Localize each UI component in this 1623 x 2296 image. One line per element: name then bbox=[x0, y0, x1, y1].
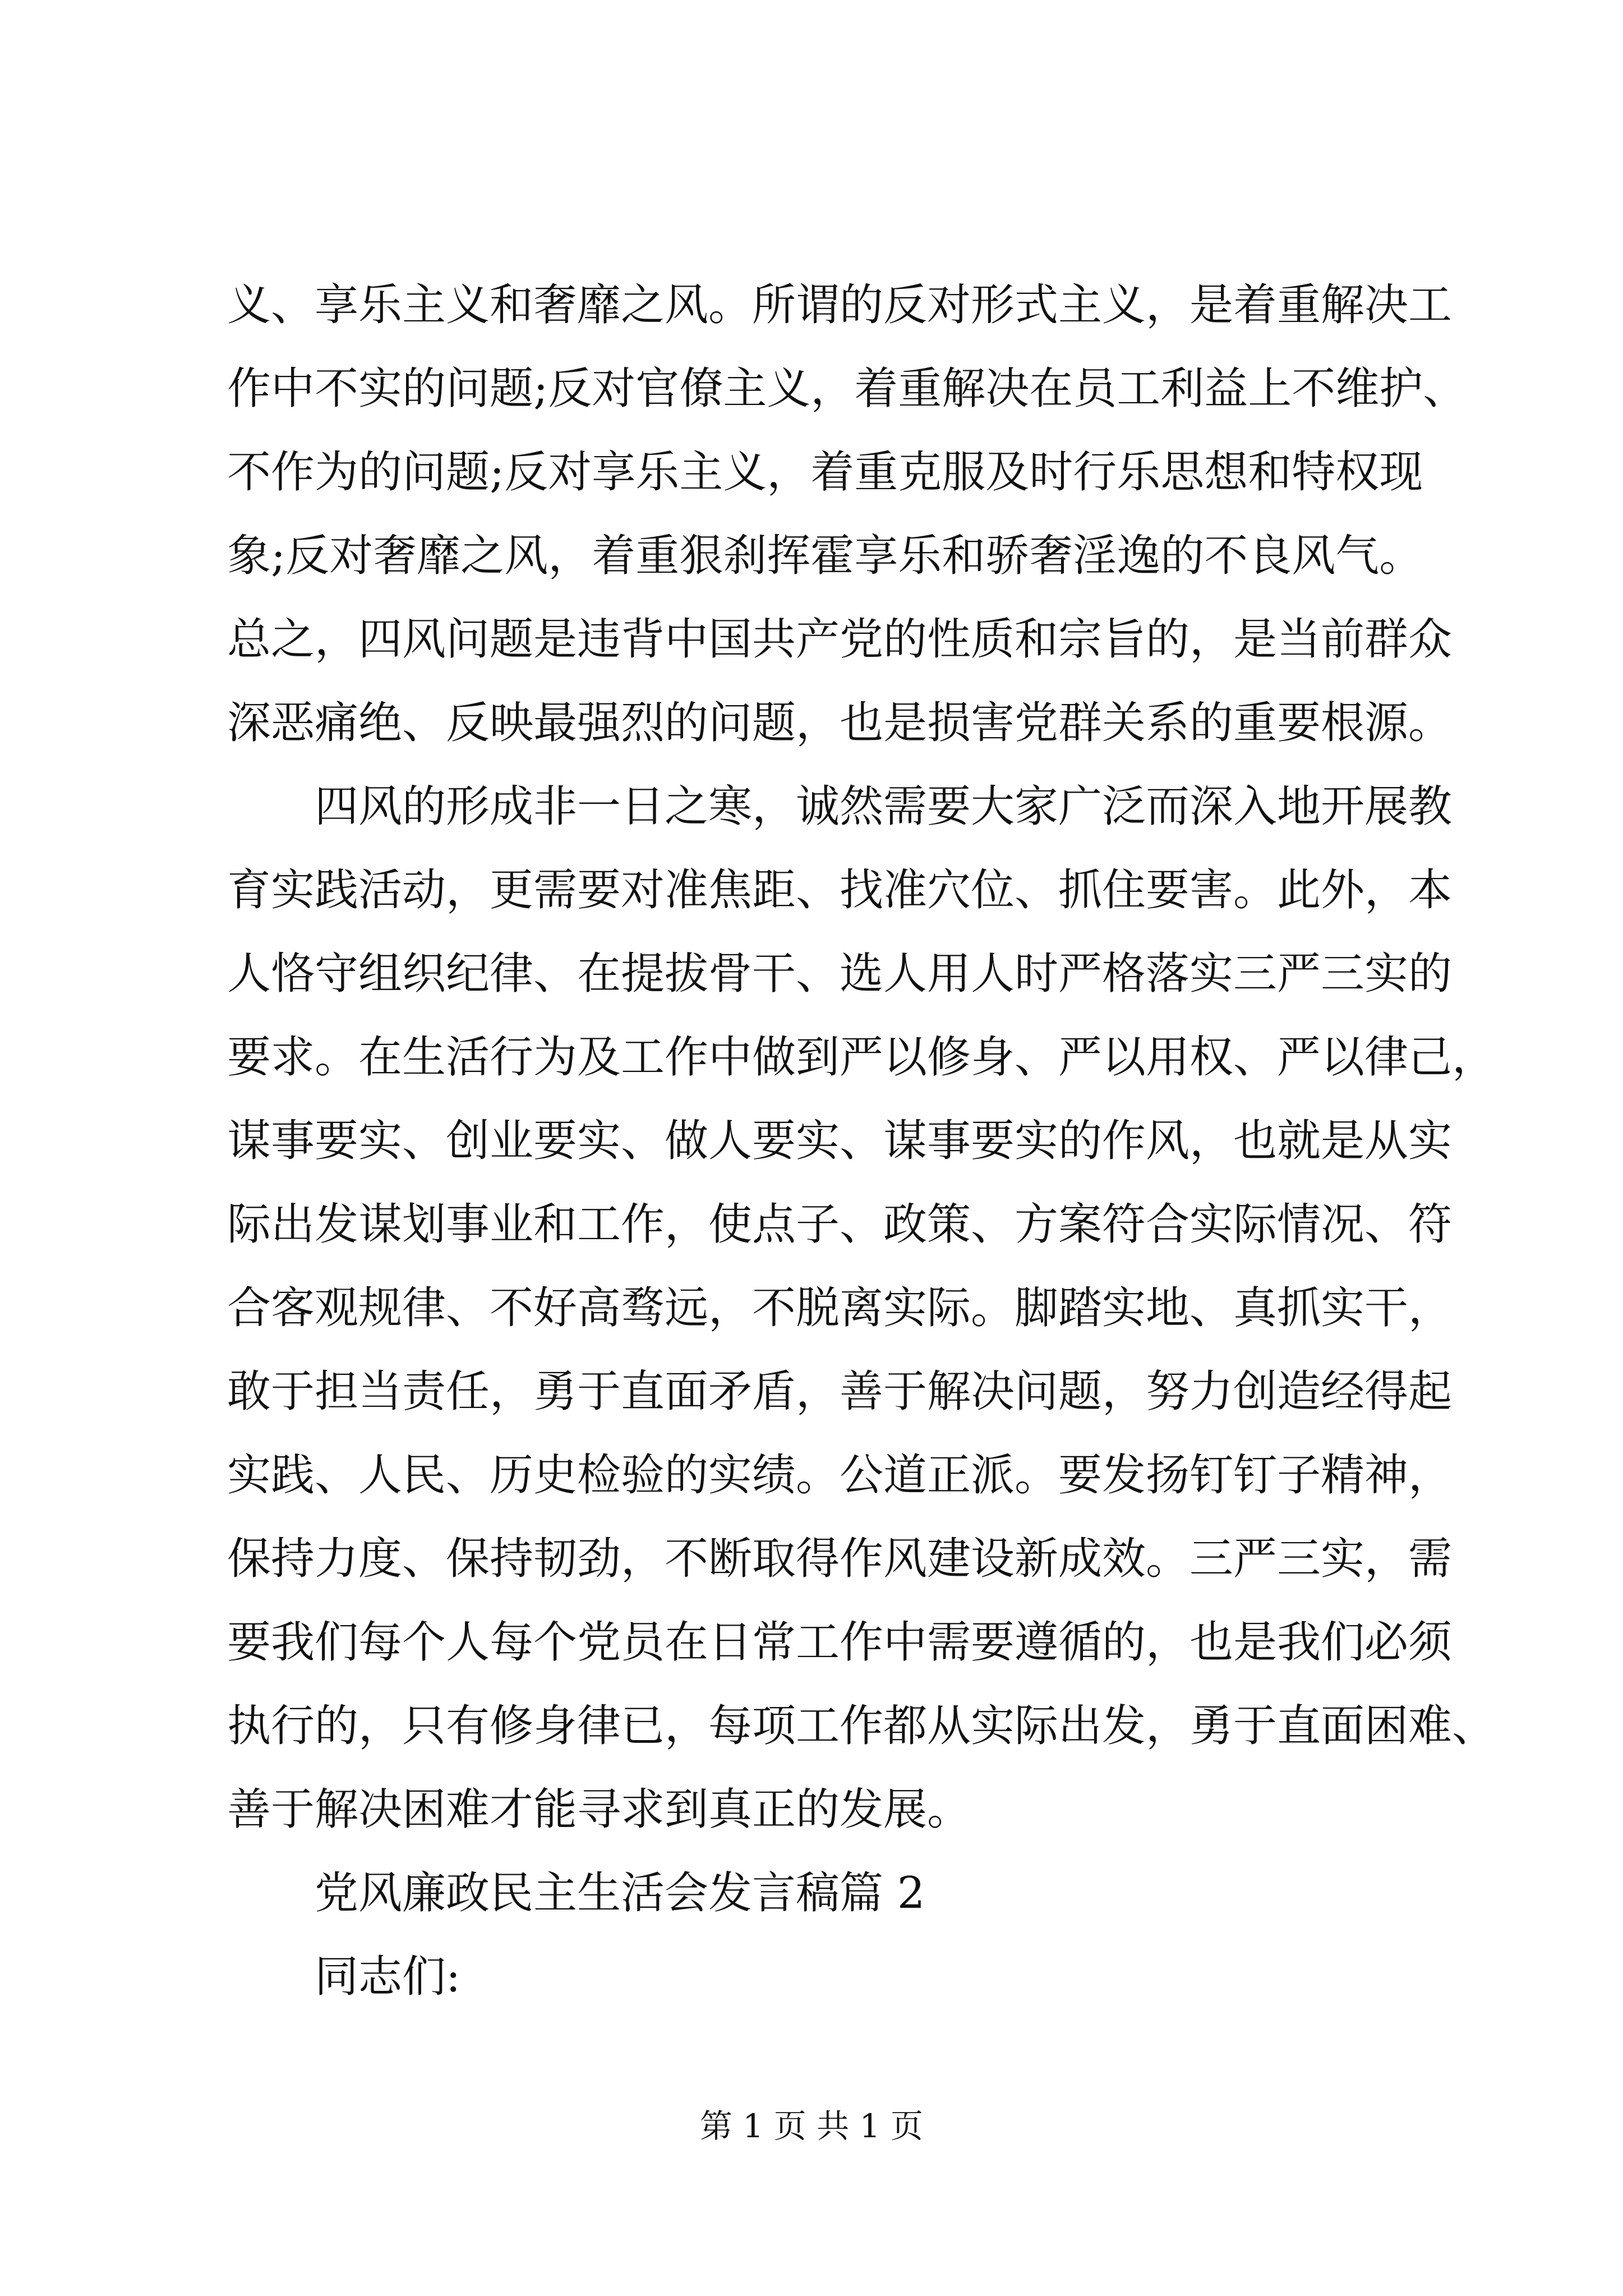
salutation: 同志们: bbox=[315, 1952, 461, 2002]
paragraph-line: 象;反对奢靡之风，着重狠刹挥霍享乐和骄奢淫逸的不良风气。 bbox=[227, 531, 1423, 581]
paragraph-line: 总之，四风问题是违背中国共产党的性质和宗旨的，是当前群众 bbox=[227, 614, 1453, 665]
paragraph-line: 作中不实的问题;反对官僚主义，着重解决在员工利益上不维护、 bbox=[227, 364, 1467, 414]
paragraph-line: 人恪守组织纪律、在提拔骨干、选人用人时严格落实三严三实的 bbox=[227, 949, 1453, 999]
paragraph-line: 合客观规律、不好高骛远，不脱离实际。脚踏实地、真抓实干， bbox=[227, 1283, 1453, 1333]
paragraph-line: 四风的形成非一日之寒，诚然需要大家广泛而深入地开展教 bbox=[315, 781, 1453, 832]
page-footer: 第 1 页 共 1 页 bbox=[700, 2107, 923, 2145]
paragraph-line: 不作为的问题;反对享乐主义，着重克服及时行乐思想和特权现 bbox=[227, 447, 1423, 498]
paragraph-line: 实践、人民、历史检验的实绩。公道正派。要发扬钉钉子精神， bbox=[227, 1450, 1453, 1501]
paragraph-line: 执行的，只有修身律已，每项工作都从实际出发，勇于直面困难、 bbox=[227, 1701, 1496, 1751]
paragraph-2 bbox=[227, 765, 1496, 1852]
paragraph-1 bbox=[227, 264, 1467, 765]
paragraph-line: 深恶痛绝、反映最强烈的问题，也是损害党群关系的重要根源。 bbox=[227, 698, 1453, 748]
paragraph-line: 要我们每个人每个党员在日常工作中需要遵循的，也是我们必须 bbox=[227, 1617, 1453, 1668]
paragraph-line: 义、享乐主义和奢靡之风。所谓的反对形式主义，是着重解决工 bbox=[227, 280, 1453, 330]
paragraph-line: 要求。在生活行为及工作中做到严以修身、严以用权、严以律己， bbox=[227, 1032, 1496, 1083]
paragraph-line: 保持力度、保持韧劲，不断取得作风建设新成效。三严三实，需 bbox=[227, 1534, 1453, 1584]
paragraph-line: 谋事要实、创业要实、做人要实、谋事要实的作风，也就是从实 bbox=[227, 1116, 1453, 1166]
paragraph-line: 敢于担当责任，勇于直面矛盾，善于解决问题，努力创造经得起 bbox=[227, 1366, 1453, 1417]
document-body bbox=[227, 264, 1496, 2019]
paragraph-line: 善于解决困难才能寻求到真正的发展。 bbox=[227, 1784, 971, 1835]
paragraph-line: 际出发谋划事业和工作，使点子、政策、方案符合实际情况、符 bbox=[227, 1199, 1453, 1250]
paragraph-line: 育实践活动，更需要对准焦距、找准穴位、抓住要害。此外，本 bbox=[227, 865, 1453, 915]
section-title: 党风廉政民主生活会发言稿篇 2 bbox=[315, 1868, 925, 1918]
